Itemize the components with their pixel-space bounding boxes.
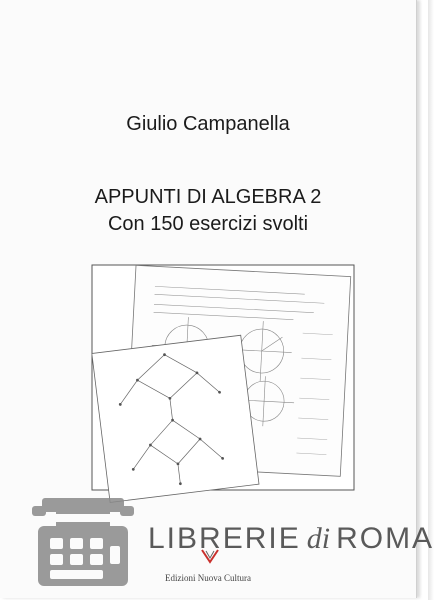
front-page <box>92 335 259 502</box>
watermark-librerie: LIBRERIE <box>148 522 301 555</box>
publisher-logo-icon <box>200 548 220 564</box>
watermark-roma: ROMA <box>336 522 434 555</box>
spine-shadow <box>428 0 434 600</box>
publisher-name: Edizioni Nuova Cultura <box>165 573 251 583</box>
book-title: APPUNTI DI ALGEBRA 2 <box>94 186 322 208</box>
watermark-di: di <box>306 522 331 555</box>
cover-illustration <box>92 265 354 490</box>
author-name: Giulio Campanella <box>126 113 290 135</box>
book-subtitle: Con 150 esercizi svolti <box>107 213 309 235</box>
bookstore-watermark-text <box>148 522 434 556</box>
